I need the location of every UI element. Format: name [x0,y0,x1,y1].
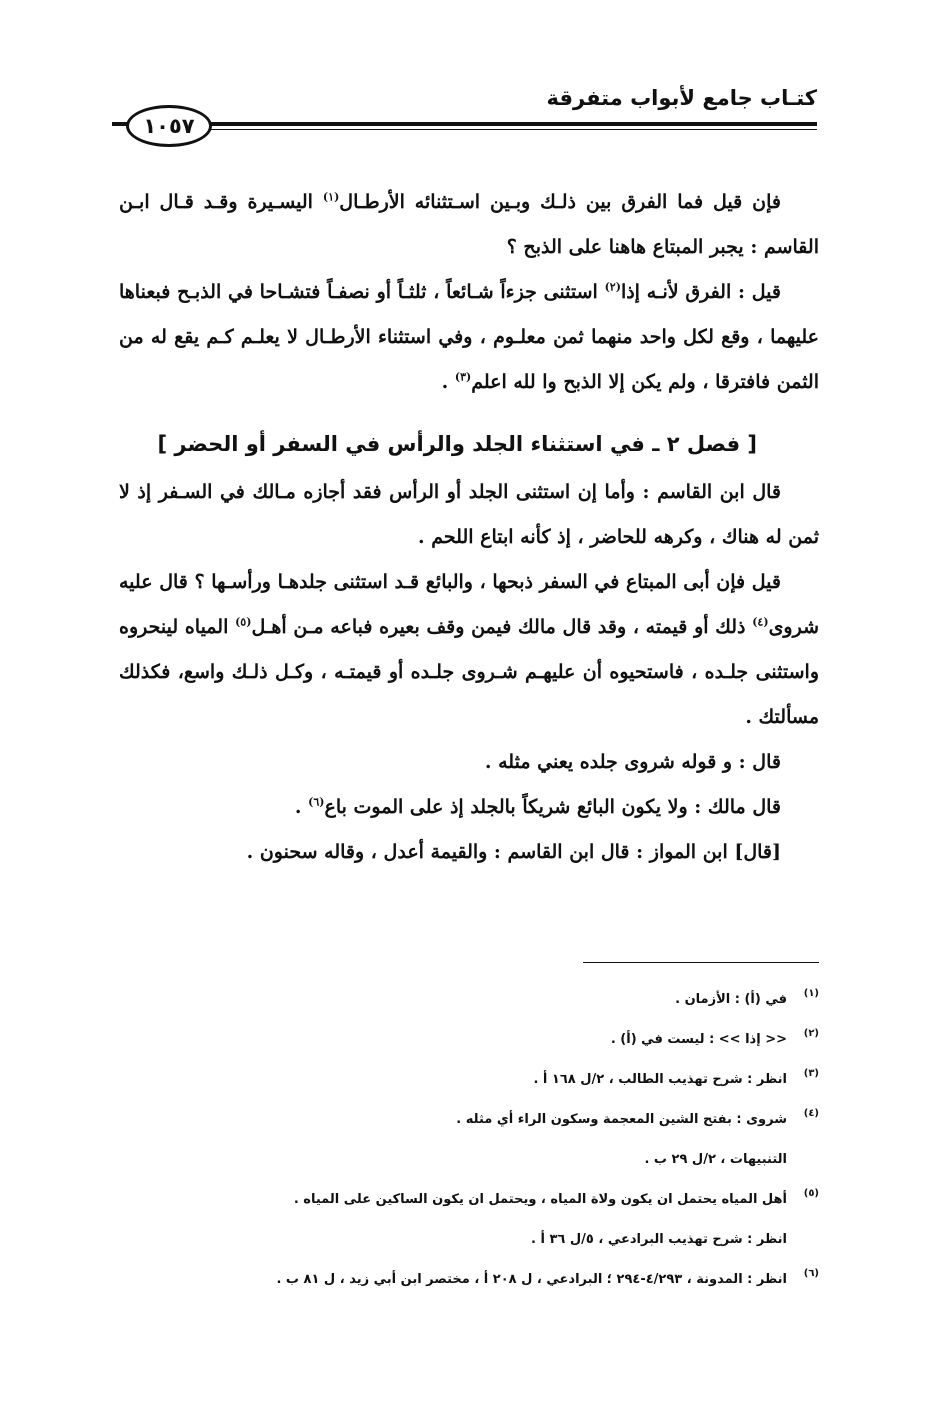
footnote-5-continued [99,1220,819,1260]
paragraph-2-text-a: قيل : الفرق لأنـه إذا [620,281,781,303]
footnote-number: (٥) [803,1188,819,1199]
footnote-2 [99,1020,819,1060]
section-paragraph-3 [119,740,819,785]
section-paragraph-4-text-b: . [294,796,309,818]
footnote-ref-6: (٦) [308,795,325,809]
section-paragraph-4-text-a: قال مالك : ولا يكون البائع شريكاً بالجلد إذ على الموت باع [324,796,781,818]
section-paragraph-2-text-c: المياه لينحروه واستثنى جلـده ، فاستحيوه أن عليهـم شـروى جلـده أو قيمتـه ، وكـل ذلـك واسع، فكذلك مسألتك . [119,616,819,728]
running-header-title: كتـاب جامع لأبواب متفرقة [546,86,817,110]
section-paragraph-3-text: قال : و قوله شروى جلده يعني مثله . [484,751,781,773]
section-paragraph-5 [119,830,819,875]
paragraph-2-text-b: استثنى جزءاً شـائعاً ، ثلثـاً أو نصفـاً فتشـاحا في الذبـح فبعناها عليهما ، وقع لكل واحد منهما ثمن معلـوم ، وفي استثناء الأرطـال لا يعلـم كـم يقع له من الثمن فافترقا ، ولم يكن إلا الذبح وا لله اعلم [119,281,819,393]
footnote-number: (٢) [803,1028,819,1039]
paragraph-1-text-b: اليسـيرة وقـد قـال ابـن القاسم : يجبر المبتاع هاهنا على الذبح ؟ [119,191,819,258]
footnote-ref-5: (٥) [235,615,252,629]
header-rule [112,122,817,126]
footnote-text: في (أ) : الأزمان . [675,992,787,1007]
section-paragraph-2 [119,560,819,740]
section-heading: [ فصل ٢ ـ في استثناء الجلد والرأس في السفر أو الحضر ] [157,432,757,456]
footnote-ref-2: (٢) [604,280,621,294]
footnote-text: انظر : شرح تهذيب البرادعي ، ٥/ل ٣٦ أ . [531,1232,787,1247]
paragraph-1 [119,180,819,270]
section-paragraph-1-text: قال ابن القاسم : وأما إن استثنى الجلد أو الرأس فقد أجازه مـالك في السـفر إذ لا ثمن له هناك ، وكرهه للحاضر ، إذ كأنه ابتاع اللحم . [119,481,819,548]
footnote-5 [99,1180,819,1220]
footnote-text: التنبيهات ، ٢/ل ٢٩ ب . [644,1152,787,1167]
body-block-1 [119,180,819,405]
footnote-ref-1: (١) [322,190,340,204]
header-rule-thin [205,129,817,130]
page-number-badge [126,105,212,147]
footnote-ref-3: (٣) [454,370,472,384]
footnote-4 [99,1100,819,1140]
footnote-text: انظر : المدونة ، ٤/٢٩٣-٢٩٤ ؛ البرادعي ، ل ٢٠٨ أ ، مختصر ابن أبي زيد ، ل ٨١ ب . [276,1272,787,1287]
footnote-ref-4: (٤) [752,615,769,629]
footnote-number: (٤) [803,1108,819,1119]
section-paragraph-5-text: [قال] ابن المواز : قال ابن القاسم : والقيمة أعدل ، وقاله سحنون . [246,841,781,863]
footnote-text: أهل المياه يحتمل ان يكون ولاة المياه ، ويحتمل ان يكون الساكين على المياه . [293,1192,787,1207]
footnote-3 [99,1060,819,1100]
footnote-text: انظر : شرح تهذيب الطالب ، ٢/ل ١٦٨ أ . [533,1072,787,1087]
footnote-text: << إذا >> : ليست في (أ) . [610,1032,787,1047]
section-paragraph-4 [119,785,819,830]
footnote-number: (١) [803,988,819,999]
footnote-4-continued [99,1140,819,1180]
footnote-6 [99,1260,819,1300]
footnote-1 [99,980,819,1020]
footnote-number: (٣) [803,1068,819,1079]
footnotes [99,980,819,1300]
paragraph-2 [119,270,819,405]
footnote-separator [583,962,819,963]
paragraph-1-text-a: فإن قيل فما الفرق بين ذلـك وبـين اسـتثنائه الأرطـال [339,191,781,213]
section-paragraph-2-text-a: قيل فإن أبى المبتاع في السفر ذبحها ، والبائع قـد استثنى جلدهـا ورأسـها ؟ قال عليه شروى [119,571,820,638]
section-paragraph-2-text-b: ذلك أو قيمته ، وقد قال مالك فيمن وقف بعيره فباعه مـن أهـل [251,616,753,638]
page-number: ١٠٥٧ [143,114,195,138]
body-block-2 [119,470,819,875]
footnote-number: (٦) [803,1268,819,1279]
section-paragraph-1 [119,470,819,560]
paragraph-2-text-c: . [441,371,455,393]
footnote-text: شروى : بفتح الشين المعجمة وسكون الراء أي مثله . [456,1112,787,1127]
